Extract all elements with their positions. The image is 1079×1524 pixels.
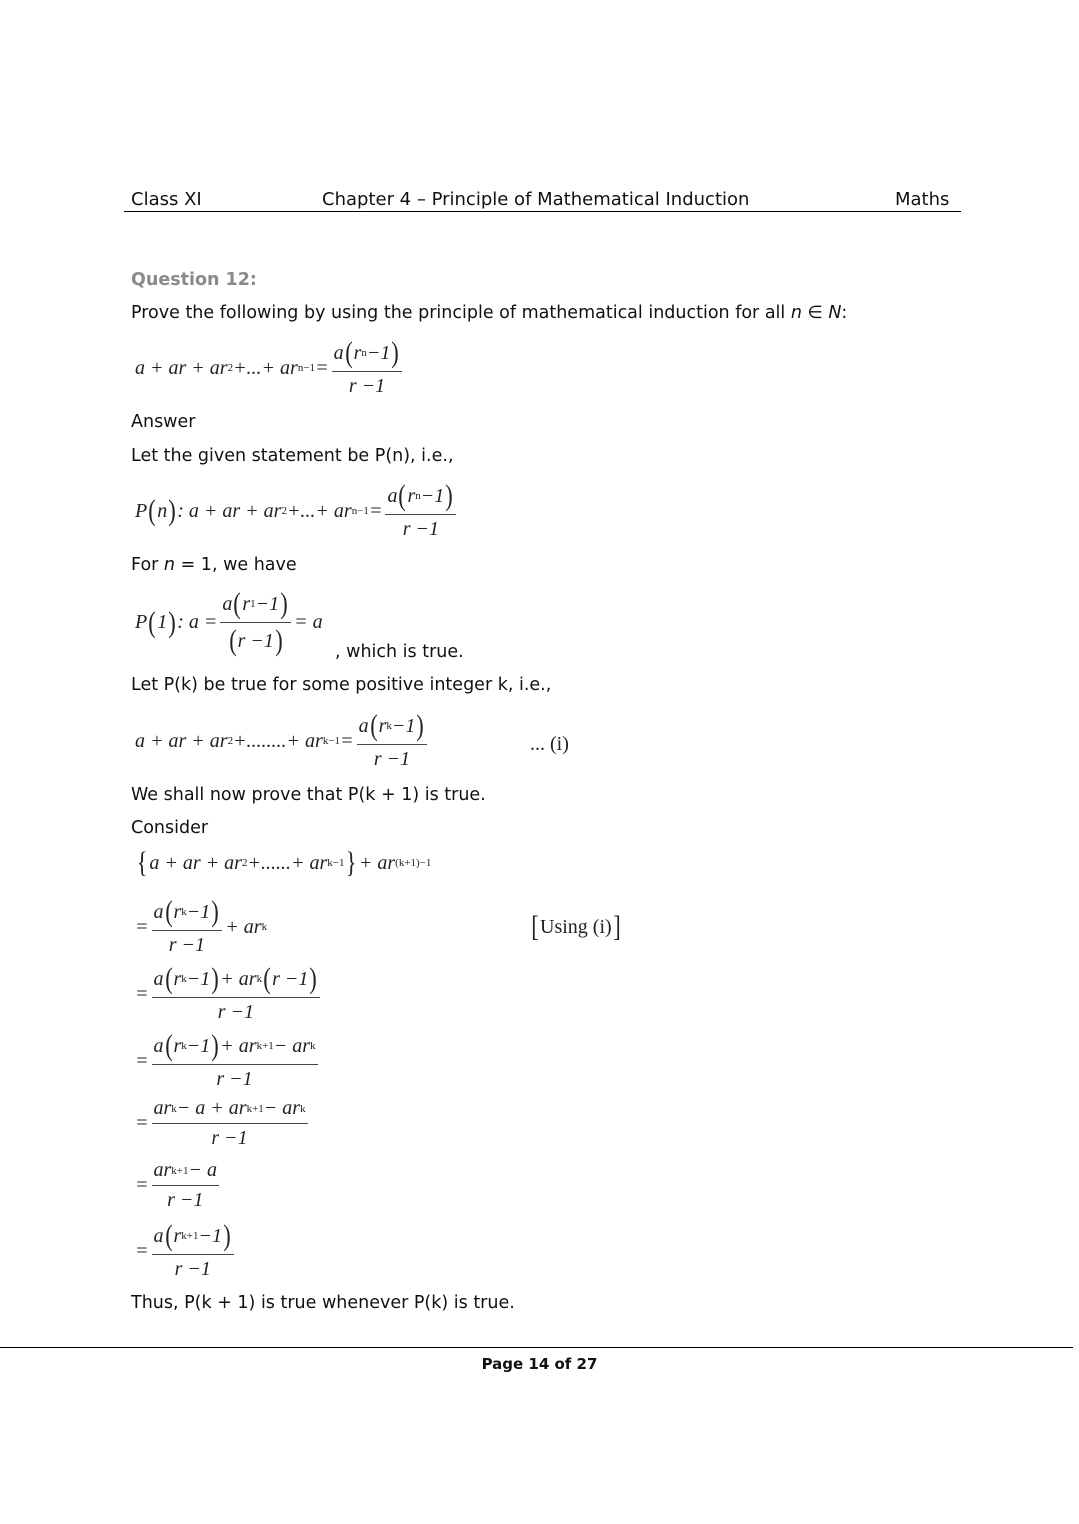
math-bracket: { bbox=[136, 846, 148, 879]
math-text: r −1 bbox=[211, 1127, 248, 1149]
math-text: a bbox=[387, 484, 398, 507]
math-text: r bbox=[353, 341, 362, 364]
equation-p1 bbox=[135, 589, 323, 656]
math-bracket: ) bbox=[168, 494, 176, 527]
math-bracket: ) bbox=[223, 1219, 231, 1252]
math-text: r −1 bbox=[217, 1001, 255, 1023]
fraction-numerator: a ( r n −1 ) bbox=[332, 338, 403, 372]
step-3 bbox=[135, 1031, 321, 1091]
math-fraction bbox=[220, 589, 291, 656]
math-text: r bbox=[173, 1034, 182, 1057]
math-text: + ar bbox=[358, 851, 396, 874]
math-text: ar bbox=[153, 1159, 172, 1181]
math-bracket: ( bbox=[344, 336, 353, 369]
fraction-denominator bbox=[374, 745, 410, 771]
math-text: − ar bbox=[263, 1097, 301, 1119]
math-text: a + ar + ar bbox=[135, 356, 228, 379]
math-fraction bbox=[152, 1097, 308, 1150]
math-bracket: ( bbox=[148, 605, 156, 639]
equation-pk: a + ar + ar 2 +........+ ar k−1 = a ( r k −1 ) r −1 bbox=[135, 711, 430, 771]
prompt-text: ∈ bbox=[801, 303, 829, 323]
math-text: r bbox=[378, 714, 387, 737]
math-bracket: ( bbox=[369, 709, 378, 742]
math-text: − a + ar bbox=[176, 1097, 247, 1119]
math-bracket: ) bbox=[309, 962, 318, 995]
p2-text: = 1, we have bbox=[175, 555, 297, 575]
math-text: −1 bbox=[186, 900, 211, 923]
math-text: −1 bbox=[391, 714, 416, 737]
answer-p3: , which is true. bbox=[335, 642, 464, 662]
equation-tag bbox=[530, 733, 569, 756]
math-text: r −1 bbox=[348, 375, 386, 397]
fraction-numerator: a ( r k −1 ) bbox=[357, 711, 428, 745]
step-2 bbox=[135, 964, 323, 1024]
math-bracket: ( bbox=[398, 479, 407, 512]
math-text: r −1 bbox=[272, 967, 309, 990]
math-text: r −1 bbox=[167, 1189, 204, 1211]
fraction-denominator bbox=[169, 931, 205, 957]
math-fraction bbox=[152, 897, 223, 957]
header-chapter: Chapter 4 – Principle of Mathematical Induction bbox=[322, 189, 750, 210]
math-text: = bbox=[135, 1049, 149, 1072]
math-bracket: ) bbox=[168, 605, 176, 639]
step-5 bbox=[135, 1159, 222, 1212]
math-text: r −1 bbox=[373, 748, 411, 770]
using-text: Using (i) bbox=[540, 915, 612, 938]
math-bracket: ) bbox=[211, 895, 220, 928]
math-text: = bbox=[315, 356, 329, 379]
math-text: r −1 bbox=[402, 518, 439, 540]
p2-var: n bbox=[163, 555, 176, 575]
math-bracket: ) bbox=[211, 1029, 220, 1062]
prompt-text: Prove the following by using the principle of mathematical induction for all bbox=[131, 303, 791, 323]
math-text: r bbox=[173, 900, 182, 923]
math-text: +......+ ar bbox=[247, 851, 328, 874]
fraction-numerator: a ( r k −1 ) + ar k+1 − ar k bbox=[152, 1031, 318, 1065]
math-bracket: ( bbox=[263, 962, 271, 995]
math-text: −1 bbox=[186, 967, 211, 990]
answer-p6: Consider bbox=[131, 818, 209, 838]
math-text: a bbox=[153, 900, 164, 923]
math-text: r −1 bbox=[237, 629, 274, 652]
answer-p1: Let the given statement be P(n), i.e., bbox=[131, 446, 454, 466]
step-6 bbox=[135, 1221, 237, 1281]
fraction-denominator bbox=[218, 998, 254, 1024]
math-fraction bbox=[332, 338, 403, 398]
math-text: r bbox=[173, 967, 182, 990]
header-class: Class XI bbox=[131, 189, 202, 210]
math-text: −1 bbox=[255, 592, 280, 615]
math-fraction bbox=[152, 1221, 235, 1281]
math-text: n bbox=[157, 499, 168, 522]
math-text: a bbox=[358, 714, 369, 737]
math-text: = bbox=[135, 915, 149, 938]
math-text: = bbox=[135, 1112, 149, 1134]
math-text: + ar bbox=[220, 967, 257, 990]
fraction-numerator: a ( r k −1 ) bbox=[152, 897, 223, 931]
math-text: a bbox=[153, 967, 164, 990]
math-text: − ar bbox=[273, 1034, 311, 1057]
math-bracket: ( bbox=[164, 895, 173, 928]
math-text: = bbox=[340, 729, 354, 752]
fraction-numerator: a ( r 1 −1 ) bbox=[220, 589, 291, 623]
bracket: ] bbox=[612, 910, 621, 943]
answer-p4: Let P(k) be true for some positive integer k, i.e., bbox=[131, 675, 552, 695]
header-rule bbox=[124, 211, 961, 212]
math-text: −1 bbox=[186, 1034, 211, 1057]
math-text: P bbox=[135, 499, 148, 522]
math-text: : a + ar + ar bbox=[177, 499, 282, 522]
math-bracket: ( bbox=[228, 624, 237, 657]
math-fraction bbox=[357, 711, 428, 771]
math-text: r −1 bbox=[174, 1258, 211, 1280]
math-bracket: ( bbox=[164, 962, 173, 995]
fraction-denominator bbox=[403, 515, 439, 541]
fraction-numerator: a ( r n −1 ) bbox=[385, 481, 456, 515]
math-text: = bbox=[135, 982, 149, 1005]
fraction-denominator bbox=[211, 1124, 247, 1150]
math-text: = bbox=[135, 1239, 149, 1262]
math-text: r bbox=[173, 1224, 182, 1247]
answer-label: Answer bbox=[131, 412, 196, 432]
math-text: = bbox=[368, 499, 383, 522]
math-bracket: } bbox=[346, 846, 358, 879]
math-text: = a bbox=[294, 611, 323, 633]
math-bracket: ) bbox=[275, 624, 283, 657]
math-text: P bbox=[135, 611, 148, 633]
math-text: 1 bbox=[157, 611, 168, 633]
fraction-denominator bbox=[349, 372, 385, 398]
p2-text: For bbox=[131, 555, 164, 575]
math-text: + ar bbox=[225, 915, 262, 938]
fraction-numerator: a ( r k+1 −1 ) bbox=[152, 1221, 235, 1255]
fraction-denominator bbox=[216, 1065, 252, 1091]
math-text: +...+ ar bbox=[233, 356, 298, 379]
math-text: a bbox=[333, 341, 344, 364]
question-title: Question 12: bbox=[131, 270, 257, 290]
fraction-numerator: a ( r k −1 ) + ar k ( r −1 ) bbox=[152, 964, 321, 998]
math-text: : a = bbox=[177, 611, 218, 633]
using-note bbox=[530, 912, 622, 942]
math-text: + ar bbox=[220, 1034, 257, 1057]
eq-tag-text: ... (i) bbox=[530, 733, 569, 755]
math-bracket: ( bbox=[148, 494, 156, 527]
math-text: +...+ ar bbox=[286, 499, 352, 522]
step-4 bbox=[135, 1097, 311, 1150]
answer-p2 bbox=[131, 554, 297, 576]
math-text: r bbox=[242, 592, 251, 615]
fraction-denominator bbox=[175, 1255, 211, 1281]
math-bracket: ) bbox=[280, 587, 288, 620]
math-fraction bbox=[152, 1159, 220, 1212]
equation-statement: a + ar + ar 2 +...+ ar n−1 = a ( r n −1 ) r −1 bbox=[135, 338, 405, 398]
page-number: Page 14 of 27 bbox=[481, 1355, 598, 1373]
math-bracket: ) bbox=[211, 962, 220, 995]
math-text: r −1 bbox=[216, 1068, 253, 1090]
math-bracket: ) bbox=[445, 479, 453, 512]
question-prompt bbox=[131, 302, 847, 324]
math-text: a bbox=[153, 1034, 164, 1057]
fraction-denominator bbox=[167, 1186, 203, 1212]
math-text: ar bbox=[153, 1097, 172, 1119]
bracket: [ bbox=[531, 910, 539, 943]
math-bracket: ) bbox=[391, 336, 400, 369]
math-text: a + ar + ar bbox=[135, 729, 228, 752]
fraction-denominator bbox=[228, 623, 284, 656]
math-fraction bbox=[385, 481, 456, 541]
math-text: −1 bbox=[198, 1224, 223, 1247]
math-text: r −1 bbox=[168, 934, 206, 956]
math-text: −1 bbox=[366, 341, 391, 364]
math-text: −1 bbox=[420, 484, 445, 507]
math-bracket: ) bbox=[416, 709, 425, 742]
prompt-set: N bbox=[828, 303, 842, 323]
answer-p7: Thus, P(k + 1) is true whenever P(k) is true. bbox=[131, 1293, 515, 1313]
prompt-var: n bbox=[790, 303, 802, 323]
math-fraction bbox=[152, 1031, 318, 1091]
math-fraction bbox=[152, 964, 321, 1024]
math-text: a bbox=[153, 1224, 164, 1247]
math-text: = bbox=[135, 1174, 149, 1196]
math-bracket: ( bbox=[164, 1029, 173, 1062]
fraction-numerator: ar k+1 − a bbox=[152, 1159, 220, 1186]
equation-pn: P ( n ) : a + ar + ar 2 +...+ ar n−1 = a ( r n −1 ) r −1 bbox=[135, 481, 459, 541]
math-text: +........+ ar bbox=[233, 729, 323, 752]
math-text: − a bbox=[188, 1159, 218, 1181]
footer-rule bbox=[0, 1347, 1073, 1348]
fraction-numerator: ar k − a + ar k+1 − ar k bbox=[152, 1097, 308, 1124]
consider-line: { a + ar + ar 2 +......+ ar k−1 } + ar (k+1)−1 bbox=[136, 846, 432, 879]
math-bracket: ( bbox=[233, 587, 242, 620]
math-text: r bbox=[407, 484, 416, 507]
math-text: a + ar + ar bbox=[149, 851, 242, 874]
header-subject: Maths bbox=[895, 189, 950, 210]
math-text: a bbox=[222, 592, 233, 615]
step-1: = a ( r k −1 ) r −1 + ar k bbox=[135, 895, 268, 956]
math-bracket: ( bbox=[164, 1219, 173, 1252]
prompt-text: : bbox=[841, 303, 848, 323]
answer-p5: We shall now prove that P(k + 1) is true. bbox=[131, 785, 486, 805]
